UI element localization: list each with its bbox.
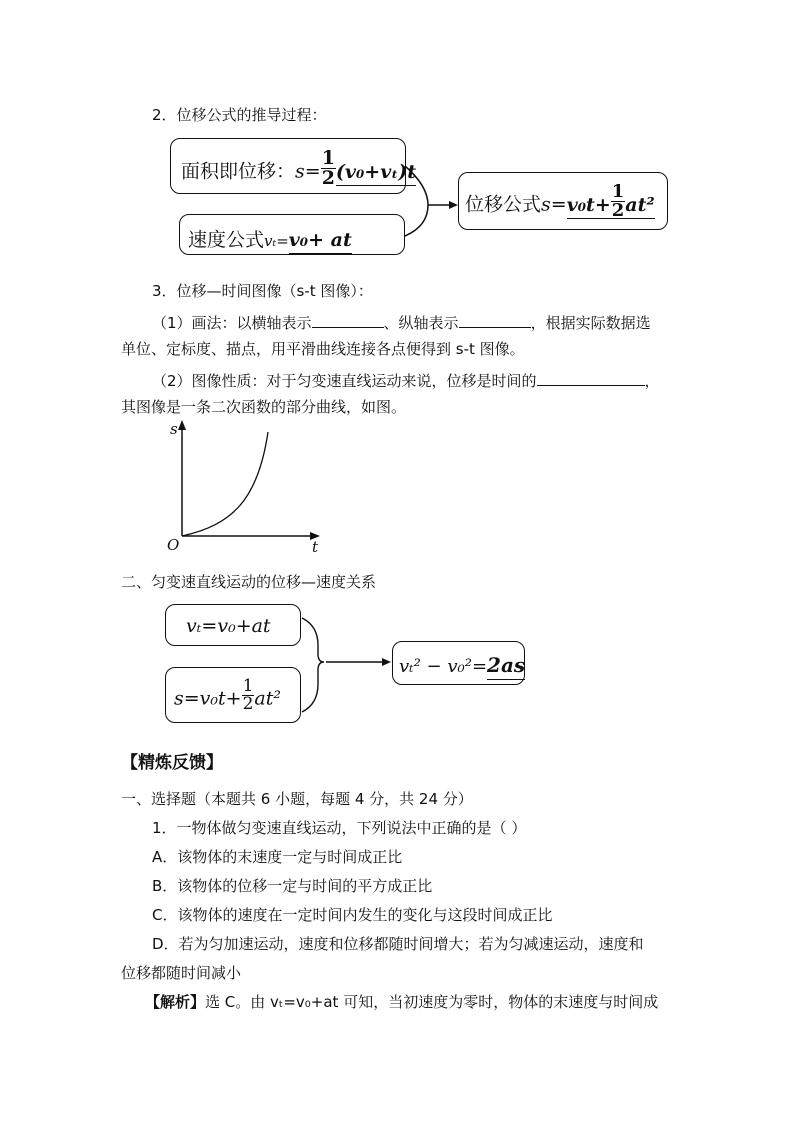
velocity-label: 速度公式 — [188, 229, 265, 251]
velocity-lhs: vₜ= — [264, 232, 289, 250]
velocity-relation-formula: vₜ=v₀+at — [186, 615, 271, 637]
velocity-rhs: v₀+ at — [289, 229, 352, 254]
relation-rhs: at² — [254, 687, 281, 710]
velocity-displacement-result-box — [392, 641, 525, 685]
relation-num: 1 — [242, 676, 254, 696]
option-c: C．该物体的速度在一定时间内发生的变化与这段时间成正比 — [152, 906, 553, 924]
s-t-property-line-2: 其图像是一条二次函数的部分曲线，如图。 — [121, 398, 407, 416]
option-d-line-1: D．若为匀加速运动，速度和位移都随时间增大；若为匀减速运动，速度和 — [152, 935, 644, 953]
analysis-text: 选 C。由 vₜ=v₀+at 可知，当初速度为零时，物体的末速度与时间成 — [205, 993, 659, 1011]
area-den: 2 — [321, 167, 335, 189]
result-formula — [399, 653, 525, 677]
analysis-tag: 【解析】 — [145, 993, 206, 1011]
feedback-title: 【精炼反馈】 — [121, 753, 223, 773]
area-num: 1 — [321, 147, 335, 169]
displacement-rhs-1: v₀t+ — [566, 193, 611, 216]
method-text-c: ，根据实际数据选 — [530, 314, 651, 332]
displacement-lhs: s= — [541, 193, 567, 216]
displacement-rhs-2: at² — [625, 193, 655, 216]
property-text-a: （2）图像性质：对于匀变速直线运动来说，位移是时间的 — [152, 372, 537, 390]
area-rhs: (v₀+vₜ)t — [336, 161, 416, 186]
x-axis-label: t — [312, 538, 319, 556]
property-text-b: ， — [644, 372, 660, 390]
option-d-line-2: 位移都随时间减小 — [121, 964, 242, 982]
displacement-num: 1 — [611, 181, 625, 202]
section-two-heading: 二、匀变速直线运动的位移—速度关系 — [121, 573, 377, 591]
displacement-den: 2 — [611, 200, 625, 221]
question-1: 1．一物体做匀变速直线运动，下列说法中正确的是（ ） — [152, 819, 527, 837]
section-3-heading: 3．位移—时间图像（s-t 图像）： — [152, 282, 373, 300]
method-text-b: 、纵轴表示 — [383, 314, 459, 332]
section-2-heading: 2．位移公式的推导过程： — [152, 106, 327, 124]
area-lhs: s= — [295, 160, 321, 183]
method-text-a: （1）画法：以横轴表示 — [152, 314, 312, 332]
origin-label: O — [167, 536, 180, 554]
s-t-method-line-2: 单位、定标度、描点，用平滑曲线连接各点便得到 s-t 图像。 — [121, 340, 525, 358]
analysis-line — [145, 995, 658, 1010]
relation-den: 2 — [242, 694, 254, 714]
option-a: A．该物体的末速度一定与时间成正比 — [152, 848, 403, 866]
y-axis-label: s — [170, 420, 178, 438]
choice-section-heading: 一、选择题（本题共 6 小题，每题 4 分，共 24 分） — [121, 790, 473, 808]
displacement-label: 位移公式 — [465, 193, 542, 216]
area-label: 面积即位移： — [181, 160, 296, 183]
relation-lhs: s=v₀t+ — [174, 687, 242, 710]
option-b: B．该物体的位移一定与时间的平方成正比 — [152, 877, 433, 895]
result-rhs: 2as — [487, 653, 525, 680]
result-lhs: vₜ² − v₀²= — [399, 656, 488, 677]
